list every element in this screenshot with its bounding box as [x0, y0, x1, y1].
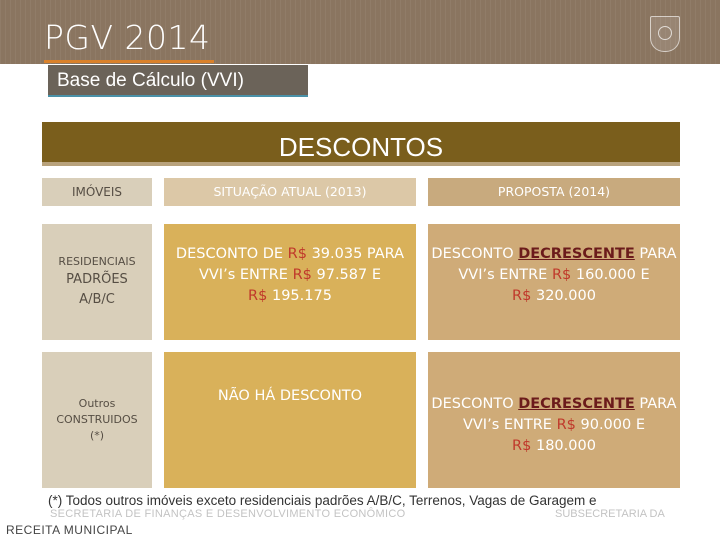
text-fragment: VVI’s ENTRE: [462, 416, 557, 433]
text-fragment: DESCONTO: [431, 395, 519, 412]
row-label-line2: PADRÕES: [66, 272, 128, 287]
currency-symbol: R$: [292, 266, 312, 283]
text-fragment: 320.000: [531, 287, 596, 304]
text-fragment: DESCONTO: [431, 245, 519, 262]
text-fragment: 180.000: [531, 437, 596, 454]
header-situacao-label: SITUAÇÃO ATUAL (2013): [213, 184, 367, 199]
currency-symbol: R$: [512, 437, 532, 454]
currency-symbol: R$: [512, 287, 532, 304]
text-fragment: 97.587 E: [311, 266, 382, 283]
proposta-line3: [512, 436, 596, 457]
proposta-line3: [512, 286, 596, 307]
footer-receita: RECEITA MUNICIPAL: [6, 523, 133, 537]
emphasis-text: DECRESCENTE: [518, 395, 635, 412]
city-coat-of-arms-icon: [650, 16, 680, 52]
text-fragment: 160.000 E: [571, 266, 650, 283]
currency-symbol: R$: [248, 287, 268, 304]
row-outros-proposta: [428, 352, 680, 488]
proposta-line2: [463, 415, 645, 436]
situacao-text: NÃO HÁ DESCONTO: [217, 388, 363, 404]
header-proposta: [428, 178, 680, 206]
text-fragment: PARA: [634, 245, 677, 262]
title-underline: [44, 60, 214, 63]
currency-symbol: R$: [556, 416, 576, 433]
header-situacao: [164, 178, 416, 206]
text-fragment: 39.035 PARA: [306, 245, 405, 262]
row-label-line2: CONSTRUIDOS: [56, 413, 138, 426]
text-fragment: PARA: [634, 395, 677, 412]
footnote: (*) Todos outros imóveis exceto residenciais padrões A/B/C, Terrenos, Vagas de Garagem e: [48, 493, 597, 508]
currency-symbol: R$: [551, 266, 572, 283]
row-label-line3: (*): [89, 429, 105, 442]
page-title: PGV 2014: [44, 18, 211, 57]
descontos-banner: DESCONTOS: [42, 122, 680, 166]
row-outros-situacao: [164, 352, 416, 488]
text-fragment: 195.175: [267, 287, 332, 304]
proposta-line2: [458, 265, 649, 286]
row-label-line3: A/B/C: [79, 292, 115, 307]
situacao-line2: [199, 265, 381, 286]
footer-secretaria: SECRETARIA DE FINANÇAS E DESENVOLVIMENTO ECONÔMICO: [50, 508, 406, 520]
text-fragment: VVI’s ENTRE: [198, 266, 293, 283]
header-proposta-label: PROPOSTA (2014): [497, 184, 611, 199]
row-label-line1: Outros: [78, 397, 116, 410]
section-subtitle: Base de Cálculo (VVI): [48, 65, 308, 97]
row-residenciais-proposta: [428, 224, 680, 340]
proposta-line1: [431, 394, 676, 415]
row-outros-label: [42, 352, 152, 488]
row-label-line1: RESIDENCIAIS: [58, 255, 136, 268]
currency-symbol: R$: [287, 245, 307, 262]
situacao-line3: [248, 286, 332, 307]
header-imoveis-label: IMÓVEIS: [71, 185, 123, 199]
footer-subsecretaria: SUBSECRETARIA DA: [555, 508, 665, 520]
proposta-line1: [431, 244, 676, 265]
row-residenciais-situacao: [164, 224, 416, 340]
text-fragment: DESCONTO DE: [175, 245, 288, 262]
header-imoveis: [42, 178, 152, 206]
text-fragment: VVI’s ENTRE: [458, 266, 552, 283]
row-residenciais-label: [42, 224, 152, 340]
text-fragment: 90.000 E: [575, 416, 646, 433]
emphasis-text: DECRESCENTE: [518, 245, 635, 262]
situacao-line1: [176, 244, 404, 265]
